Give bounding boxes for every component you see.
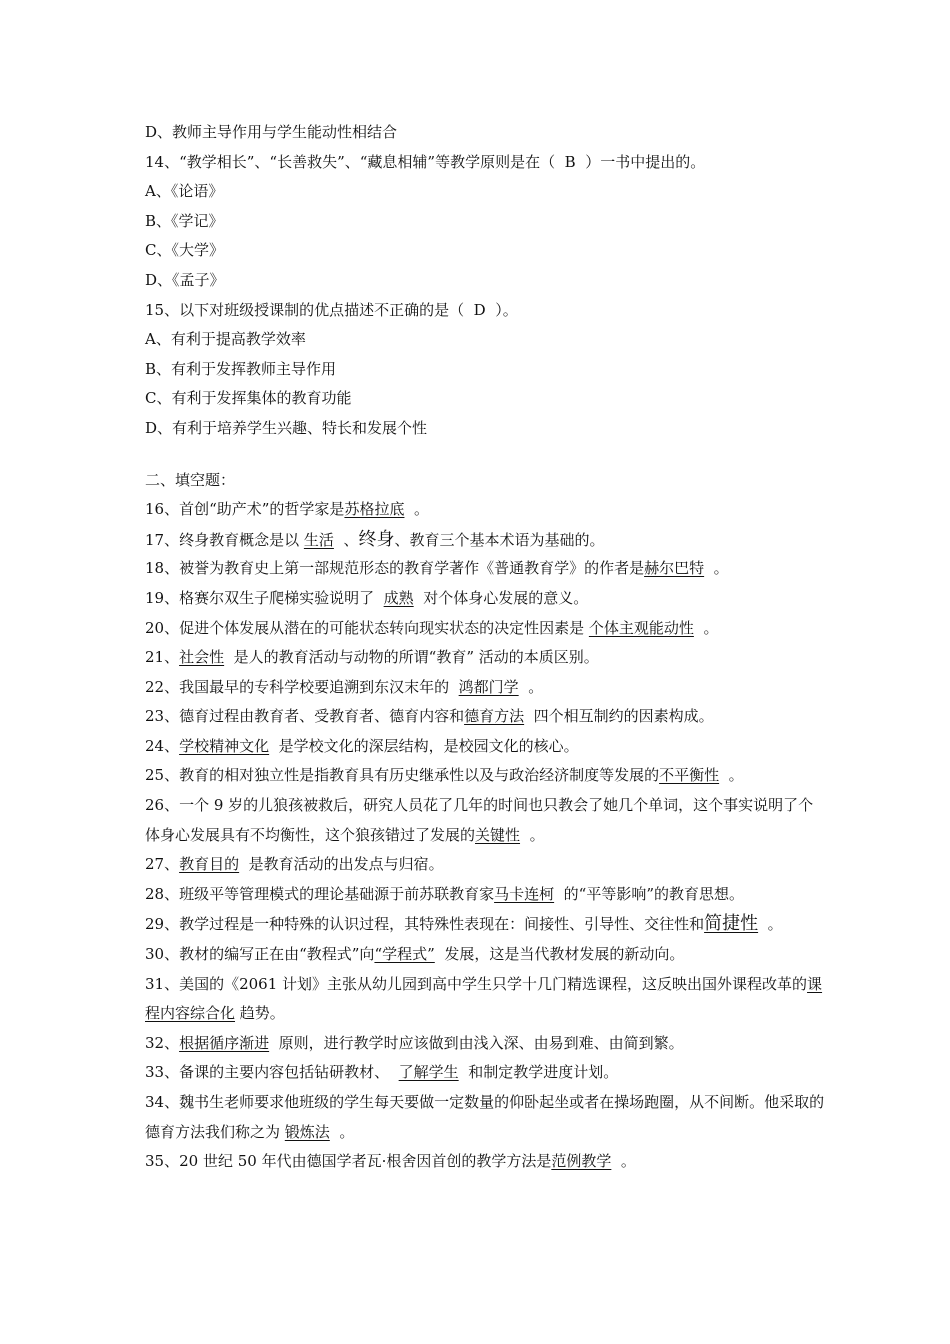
fill-question-34 — [145, 1088, 825, 1147]
q32-answer: 根据循序渐进 — [179, 1033, 270, 1052]
fill-question-17 — [145, 525, 825, 555]
q31-answer: 课程内容综合化 — [145, 974, 823, 1023]
fill-question-33 — [145, 1058, 825, 1088]
fill-question-16 — [145, 495, 825, 525]
q25-text: 25、教育的相对独立性是指教育具有历史继承性以及与政治经济制度等发展的 — [145, 766, 660, 785]
q24-text-end: 是学校文化的深层结构，是校园文化的核心。 — [278, 736, 579, 755]
q35-text-end: 。 — [620, 1152, 636, 1171]
q22-text-end: 。 — [528, 677, 544, 696]
q23-answer: 德育方法 — [464, 707, 525, 726]
q18-text-end: 。 — [713, 559, 729, 578]
q20-answer: 个体主观能动性 — [588, 618, 694, 637]
q15-stem-before: 15、以下对班级授课制的优点描述不正确的是（ — [145, 300, 465, 319]
fill-question-27 — [145, 850, 825, 880]
question-15 — [145, 296, 825, 326]
q35-text: 35、20 世纪 50 年代由德国学者瓦·根舍因首创的教学方法是 — [145, 1152, 552, 1171]
q14-option-a: A、《论语》 — [145, 182, 224, 201]
q31-text: 31、美国的《2061 计划》主张从幼儿园到高中学生只学十几门精选课程，这反映出国外课程改革的 — [145, 974, 808, 993]
q15-option-a: A、有利于提高教学效率 — [145, 330, 306, 349]
q27-answer: 教育目的 — [179, 855, 240, 874]
q16-text: 16、首创“助产术”的哲学家是 — [145, 500, 345, 519]
fill-question-18 — [145, 554, 825, 584]
q23-text: 23、德育过程由教育者、受教育者、德育内容和 — [145, 707, 465, 726]
q15-answer: D — [473, 300, 486, 319]
fill-question-32 — [145, 1029, 825, 1059]
q15-stem-after: ）。 — [495, 300, 518, 319]
fill-question-23 — [145, 702, 825, 732]
q35-answer: 范例教学 — [551, 1152, 612, 1171]
fill-question-31 — [145, 970, 825, 1029]
q30-text: 30、教材的编写正在由“教程式”向 — [145, 945, 375, 964]
fill-question-21 — [145, 643, 825, 673]
q33-text: 33、备课的主要内容包括钻研教材、 — [145, 1063, 390, 1082]
q17-text: 17、终身教育概念是以 — [145, 530, 300, 549]
q27-text-end: 是教育活动的出发点与归宿。 — [248, 855, 444, 874]
q16-answer: 苏格拉底 — [344, 500, 405, 519]
fill-question-26 — [145, 791, 825, 850]
q29-answer: 简捷性 — [704, 913, 759, 935]
q29-text-end: 。 — [767, 915, 783, 934]
section-title: 二、填空题： — [145, 470, 236, 489]
q20-text-end: 。 — [703, 618, 719, 637]
q21-text-end: 是人的教育活动与动物的所谓“教育” 活动的本质区别。 — [233, 648, 599, 667]
q34-answer: 锻炼法 — [284, 1122, 330, 1141]
q18-text: 18、被誉为教育史上第一部规范形态的教育学著作《普通教育学》的作者是 — [145, 559, 645, 578]
q27-text: 27、 — [145, 855, 180, 874]
q20-text: 20、促进个体发展从潜在的可能状态转向现实状态的决定性因素是 — [145, 618, 585, 637]
q33-text-end: 和制定教学进度计划。 — [468, 1063, 619, 1082]
q18-answer: 赫尔巴特 — [644, 559, 705, 578]
q28-text: 28、班级平等管理模式的理论基础源于前苏联教育家 — [145, 884, 495, 903]
q14-stem-after: ）一书中提出的。 — [585, 152, 706, 171]
q25-answer: 不平衡性 — [659, 766, 720, 785]
q26-answer: 关键性 — [475, 825, 521, 844]
q13-option-d: D、教师主导作用与学生能动性相结合 — [145, 123, 398, 141]
q15-option-b: B、有利于发挥教师主导作用 — [145, 359, 337, 378]
q30-text-end: 发展，这是当代教材发展的新动向。 — [444, 945, 685, 964]
q19-text-end: 对个体身心发展的意义。 — [423, 588, 589, 607]
q17-text-end: 、教育三个基本术语为基础的。 — [394, 530, 605, 549]
q21-answer: 社会性 — [179, 648, 225, 667]
fill-question-24 — [145, 732, 825, 762]
q28-text-end: 的“平等影响”的教育思想。 — [563, 884, 744, 903]
q14-option-d: D、《孟子》 — [145, 270, 225, 289]
fill-question-19 — [145, 584, 825, 614]
section-gap — [145, 444, 825, 466]
q14-answer: B — [564, 152, 576, 171]
q24-answer: 学校精神文化 — [179, 736, 270, 755]
question-14 — [145, 148, 825, 178]
q14-option-c: C、《大学》 — [145, 241, 224, 260]
fill-question-28 — [145, 880, 825, 910]
q17-sep: 、 — [343, 530, 359, 549]
fill-question-30 — [145, 940, 825, 970]
q22-text: 22、我国最早的专科学校要追溯到东汉末年的 — [145, 677, 450, 696]
fill-question-29 — [145, 909, 825, 940]
q19-answer: 成熟 — [383, 588, 414, 607]
q33-answer: 了解学生 — [398, 1063, 459, 1082]
q26-text: 26、一个 9 岁的儿狼孩被救后，研究人员花了几年的时间也只教会了她几个单词，这个事实说明了个体身心发展具有不均衡性，这个狼孩错过了发展的 — [145, 796, 814, 844]
q26-text-end: 。 — [529, 825, 545, 844]
q32-text: 32、 — [145, 1033, 180, 1052]
q28-answer: 马卡连柯 — [494, 884, 555, 903]
fill-question-25 — [145, 761, 825, 791]
q24-text: 24、 — [145, 736, 180, 755]
q15-option-c: C、有利于发挥集体的教育功能 — [145, 389, 352, 408]
q34-text-end: 。 — [339, 1122, 355, 1141]
q31-text-end: 趋势。 — [239, 1004, 285, 1023]
q15-option-d: D、有利于培养学生兴趣、特长和发展个性 — [145, 418, 428, 437]
q19-text: 19、格赛尔双生子爬梯实验说明了 — [145, 588, 375, 607]
q17-answer-2: 终身 — [358, 528, 395, 550]
q29-text: 29、教学过程是一种特殊的认识过程，其特殊性表现在：间接性、引导性、交往性和 — [145, 915, 705, 934]
q23-text-end: 四个相互制约的因素构成。 — [533, 707, 714, 726]
q34-text: 34、魏书生老师要求他班级的学生每天要做一定数量的仰卧起坐或者在操场跑圈，从不间断。他采取的德育方法我们称之为 — [145, 1093, 825, 1141]
q22-answer: 鸿都门学 — [458, 677, 519, 696]
q16-text-end: 。 — [414, 500, 430, 519]
q14-option-b: B、《学记》 — [145, 211, 224, 230]
q30-answer: “学程式” — [374, 945, 435, 964]
fill-question-20 — [145, 614, 825, 644]
fill-question-22 — [145, 673, 825, 703]
q21-text: 21、 — [145, 648, 180, 667]
q14-stem-before: 14、“教学相长”、“长善救失”、“藏息相辅”等教学原则是在（ — [145, 152, 556, 171]
q17-answer: 生活 — [303, 530, 334, 549]
q25-text-end: 。 — [728, 766, 744, 785]
document-page — [145, 118, 825, 1177]
q32-text-end: 原则，进行教学时应该做到由浅入深、由易到难、由简到繁。 — [278, 1033, 684, 1052]
fill-question-35 — [145, 1147, 825, 1177]
